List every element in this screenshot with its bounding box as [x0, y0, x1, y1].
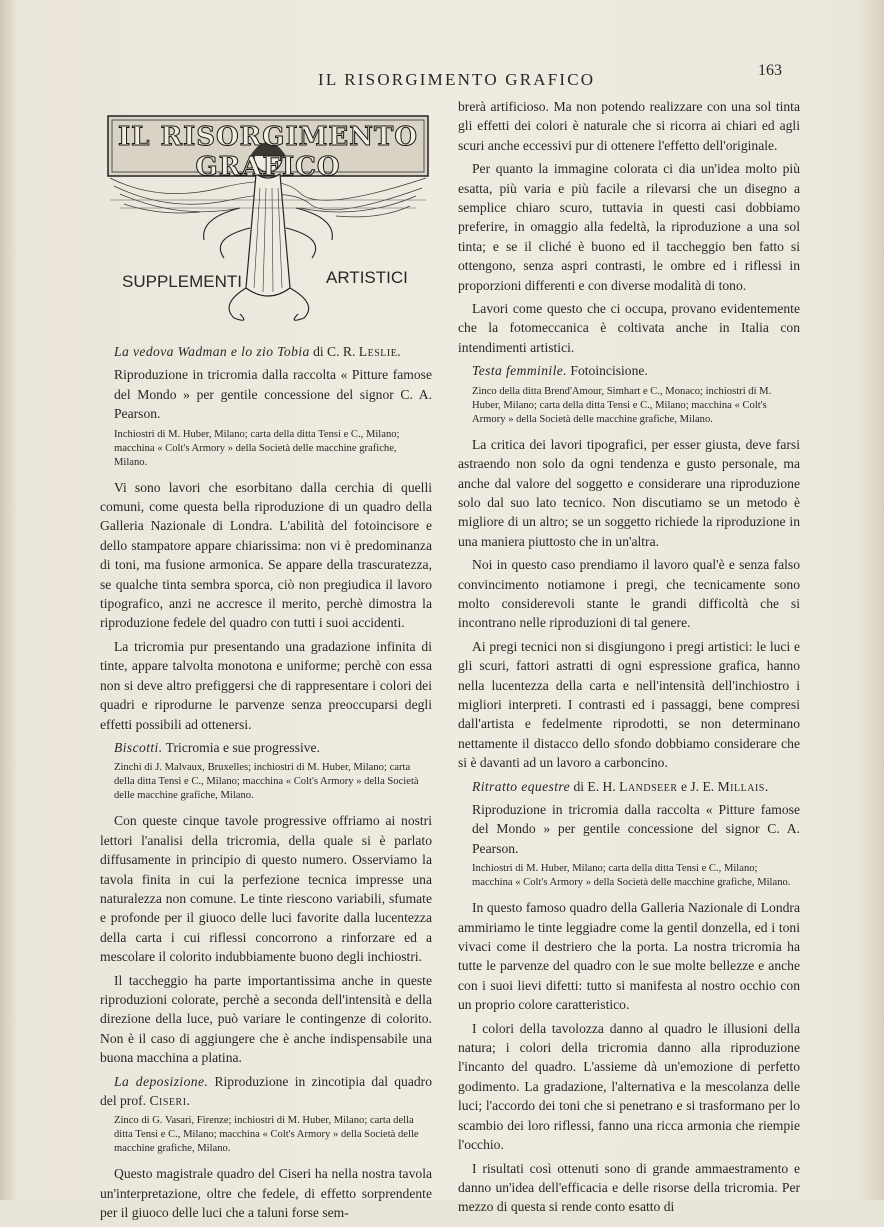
supplementi-label: SUPPLEMENTI	[122, 272, 242, 291]
entry-heading	[100, 738, 432, 757]
masthead-banner-text: IL RISORGIMENTO GRAFICO	[117, 122, 419, 182]
paragraph: Lavori come questo che ci occupa, provano evidentemente che la fotomeccanica è coltivata anche in Italia con intendimenti artistici.	[458, 301, 800, 355]
page-number: 163	[758, 62, 782, 79]
entry-description: Riproduzione in tricromia dalla raccolta « Pitture famose del Mondo » per gentile concessione del signor C. A. Pearson.	[472, 802, 800, 856]
left-column	[100, 342, 432, 1227]
paragraph: Il taccheggio ha parte importantissima anche in queste riproduzioni colorate, perchè a seconda dell'intensità e della direzione della luce, può variare le contingenze di colorito. Non è il caso di aggiungere che è anche indispensabile una buona macchina a platina.	[100, 972, 432, 1066]
paragraph: La tricromia pur presentando una gradazione infinita di tinte, appare talvolta monotona e uniforme; perchè con essa non si deve altro prefiggersi che di rappresentare i colori dei quadri e riprodurne le parvenze senza preoccuparsi degli effetti possibili ad ottenersi.	[100, 638, 432, 732]
paragraph-continued: brerà artificioso. Ma non potendo realizzare con una sol tinta gli effetti dei colori è naturale che si ricorra ai chiari ed agli scuri anche eccessivi pur di ottenere l'effetto dell'originale.	[458, 99, 800, 153]
entry-author: Millais.	[717, 778, 769, 794]
entry-author: Landseer	[619, 778, 678, 794]
entry-author: Leslie.	[358, 344, 402, 359]
masthead-illustration	[100, 108, 436, 326]
entry-title: Biscotti.	[114, 739, 163, 755]
right-column	[458, 97, 800, 1221]
entry-text: di E. H.	[570, 778, 620, 794]
entry-heading	[458, 777, 800, 796]
paragraph: Vi sono lavori che esorbitano dalla cerchia di quelli comuni, come questa bella riproduzione di un quadro della Galleria Nazionale di Londra. L'abilità del fotoincisore e dello stampatore appare chiarissima: non vi è predominanza di toni, ma fusione armonica. Se appare della trascuratezza, se qualche tinta sembra sporca, ciò non pregiudica il lavoro tipografico, anzi ne accresce il merito, perchè dimostra la riproduzione fedele del quadro con tutti i suoi accidenti.	[100, 479, 432, 631]
entry-text: Riproduzione in zincotipia dal quadro del prof.	[100, 1073, 433, 1108]
artistici-label: ARTISTICI	[326, 268, 408, 287]
entry-credits: Inchiostri di M. Huber, Milano; carta della ditta Tensi e C., Milano; macchina « Colt's Armory » della Società delle macchine grafiche, Milano.	[114, 428, 400, 468]
paragraph: La critica dei lavori tipografici, per esser giusta, deve farsi astraendo non solo da ogni tendenza e gusto personale, ma anche dal valore del soggetto e considerare una riproduzione solo dal suo lato tecnico. Non discutiamo se un metodo è migliore di un altro; se un soggetto richiede la riproduzione in una maniera piuttosto che in un'altra.	[458, 436, 800, 549]
entry-text: Tricromia e sue progressive.	[162, 739, 320, 755]
paragraph: Con queste cinque tavole progressive offriamo ai nostri lettori l'analisi della tricromia, della quale si è parlato diffusamente in principio di questo numero. Osserviamo la tavola finita in cui la perfezione tecnica impresse una naturalezza non comune. Le tinte riescono variabili, sfumate e profonde per il giuoco delle luci favorite dalla lucentezza della carta i cui riflessi concorrono a rinforzare ed a mescolare il colorito indubbiamente buono degli inchiostri.	[100, 813, 432, 965]
paragraph: Questo magistrale quadro del Ciseri ha nella nostra tavola un'interpretazione, oltre che fedele, di effetto sorprendente per il giuoco delle luci che a taluni forse sem-	[100, 1166, 432, 1221]
entry-credits: Zinco di G. Vasari, Firenze; inchiostri di M. Huber, Milano; carta della ditta Tensi e C., Milano; macchina « Colt's Armory » della Società delle macchine grafiche, Milano.	[114, 1115, 419, 1155]
entry-title: La vedova Wadman e lo zio Tobia	[114, 344, 310, 359]
entry-text: Fotoincisione.	[567, 363, 648, 379]
paragraph: I colori della tavolozza danno al quadro le illusioni della natura; i colori della tricromia danno alla riproduzione l'incanto del quadro. L'assieme dà un'emozione di perfetto godimento. La gradazione, l'alternativa e la mescolanza delle luci; l'accordo dei toni che si penetrano e si trasformano per lo scambio dei loro riflessi, fanno una ricca armonia che riempie l'occhio.	[458, 1020, 800, 1153]
entry-credits: Zinchi di J. Malvaux, Bruxelles; inchiostri di M. Huber, Milano; carta della ditta Tensi e C., Milano; macchina « Colt's Armory » della Società delle macchine grafiche, Milano.	[114, 762, 419, 802]
entry-heading	[458, 361, 800, 380]
entry-description: Riproduzione in tricromia dalla raccolta « Pitture famose del Mondo » per gentile concessione del signor C. A. Pearson.	[114, 367, 432, 422]
paragraph: Ai pregi tecnici non si disgiungono i pregi artistici: le luci e gli scuri, fattori astratti di ogni espressione grafica, hanno nella lucentezza della carta e nell'intensità dell'inchiostro i migliori interpreti. I contrasti ed i passaggi, bene compresi dall'artista e fedelmente riprodotti, se non determinano nettamente il distacco dello sfondo dobbiamo considerare che si è davanti ad un lavoro a carboncino.	[458, 638, 800, 771]
paragraph: Noi in questo caso prendiamo il lavoro qual'è e senza falso convincimento notiamone i pregi, che tecnicamente sono molto considerevoli stante le grandi difficoltà che si incontrano nelle riproduzioni di tal genere.	[458, 557, 800, 631]
entry-credits: Inchiostri di M. Huber, Milano; carta della ditta Tensi e C., Milano; macchina « Colt's Armory » della Società delle macchine grafiche, Milano.	[472, 863, 791, 889]
paragraph: I risultati così ottenuti sono di grande ammaestramento e danno un'idea dell'efficacia e delle risorse della tricromia. Per mezzo di questa si rende conto esatto di	[458, 1160, 800, 1215]
entry-text: e J. E.	[677, 778, 718, 794]
paragraph: Per quanto la immagine colorata ci dia un'idea molto più esatta, più varia e più facile a rilevarsi che un disegno a semplice chiaro scuro, tuttavia in questi casi dobbiamo preferire, in omaggio alla fedeltà, la riproduzione a una sol tinta; e se il cliché è buono ed il taccheggio ben fatto si ottengono, senza aspri contrasti, le ombre ed i riflessi in proporzioni differenti e con diverse modalità di tono.	[458, 161, 800, 293]
entry-credits: Zinco della ditta Brend'Amour, Simhart e C., Monaco; inchiostri di M. Huber, Milano; carta della ditta Tensi e C., Milano; macchina « Colt's Armory » della Società delle macchine grafiche, Milano.	[472, 385, 772, 425]
entry-heading	[100, 1072, 432, 1111]
entry-author: Ciseri.	[149, 1093, 191, 1108]
running-head: IL RISORGIMENTO GRAFICO	[318, 70, 596, 89]
entry-text: di C. R.	[309, 344, 359, 359]
paragraph: In questo famoso quadro della Galleria Nazionale di Londra ammiriamo le tinte leggiadre come la gentil donzella, ed i toni vivaci come il destriero che la porta. La nostra tricromia ha tutte le parvenze del quadro con le sue molte bellezze e anche con i suoi lievi difetti: tutto si manifesta al nostro occhio con un proprio colore caratteristico.	[458, 900, 800, 1013]
entry-title: La deposizione.	[114, 1073, 209, 1089]
entry-heading	[100, 342, 432, 361]
entry-title: Testa femminile.	[472, 363, 568, 379]
entry-title: Ritratto equestre	[472, 778, 571, 794]
